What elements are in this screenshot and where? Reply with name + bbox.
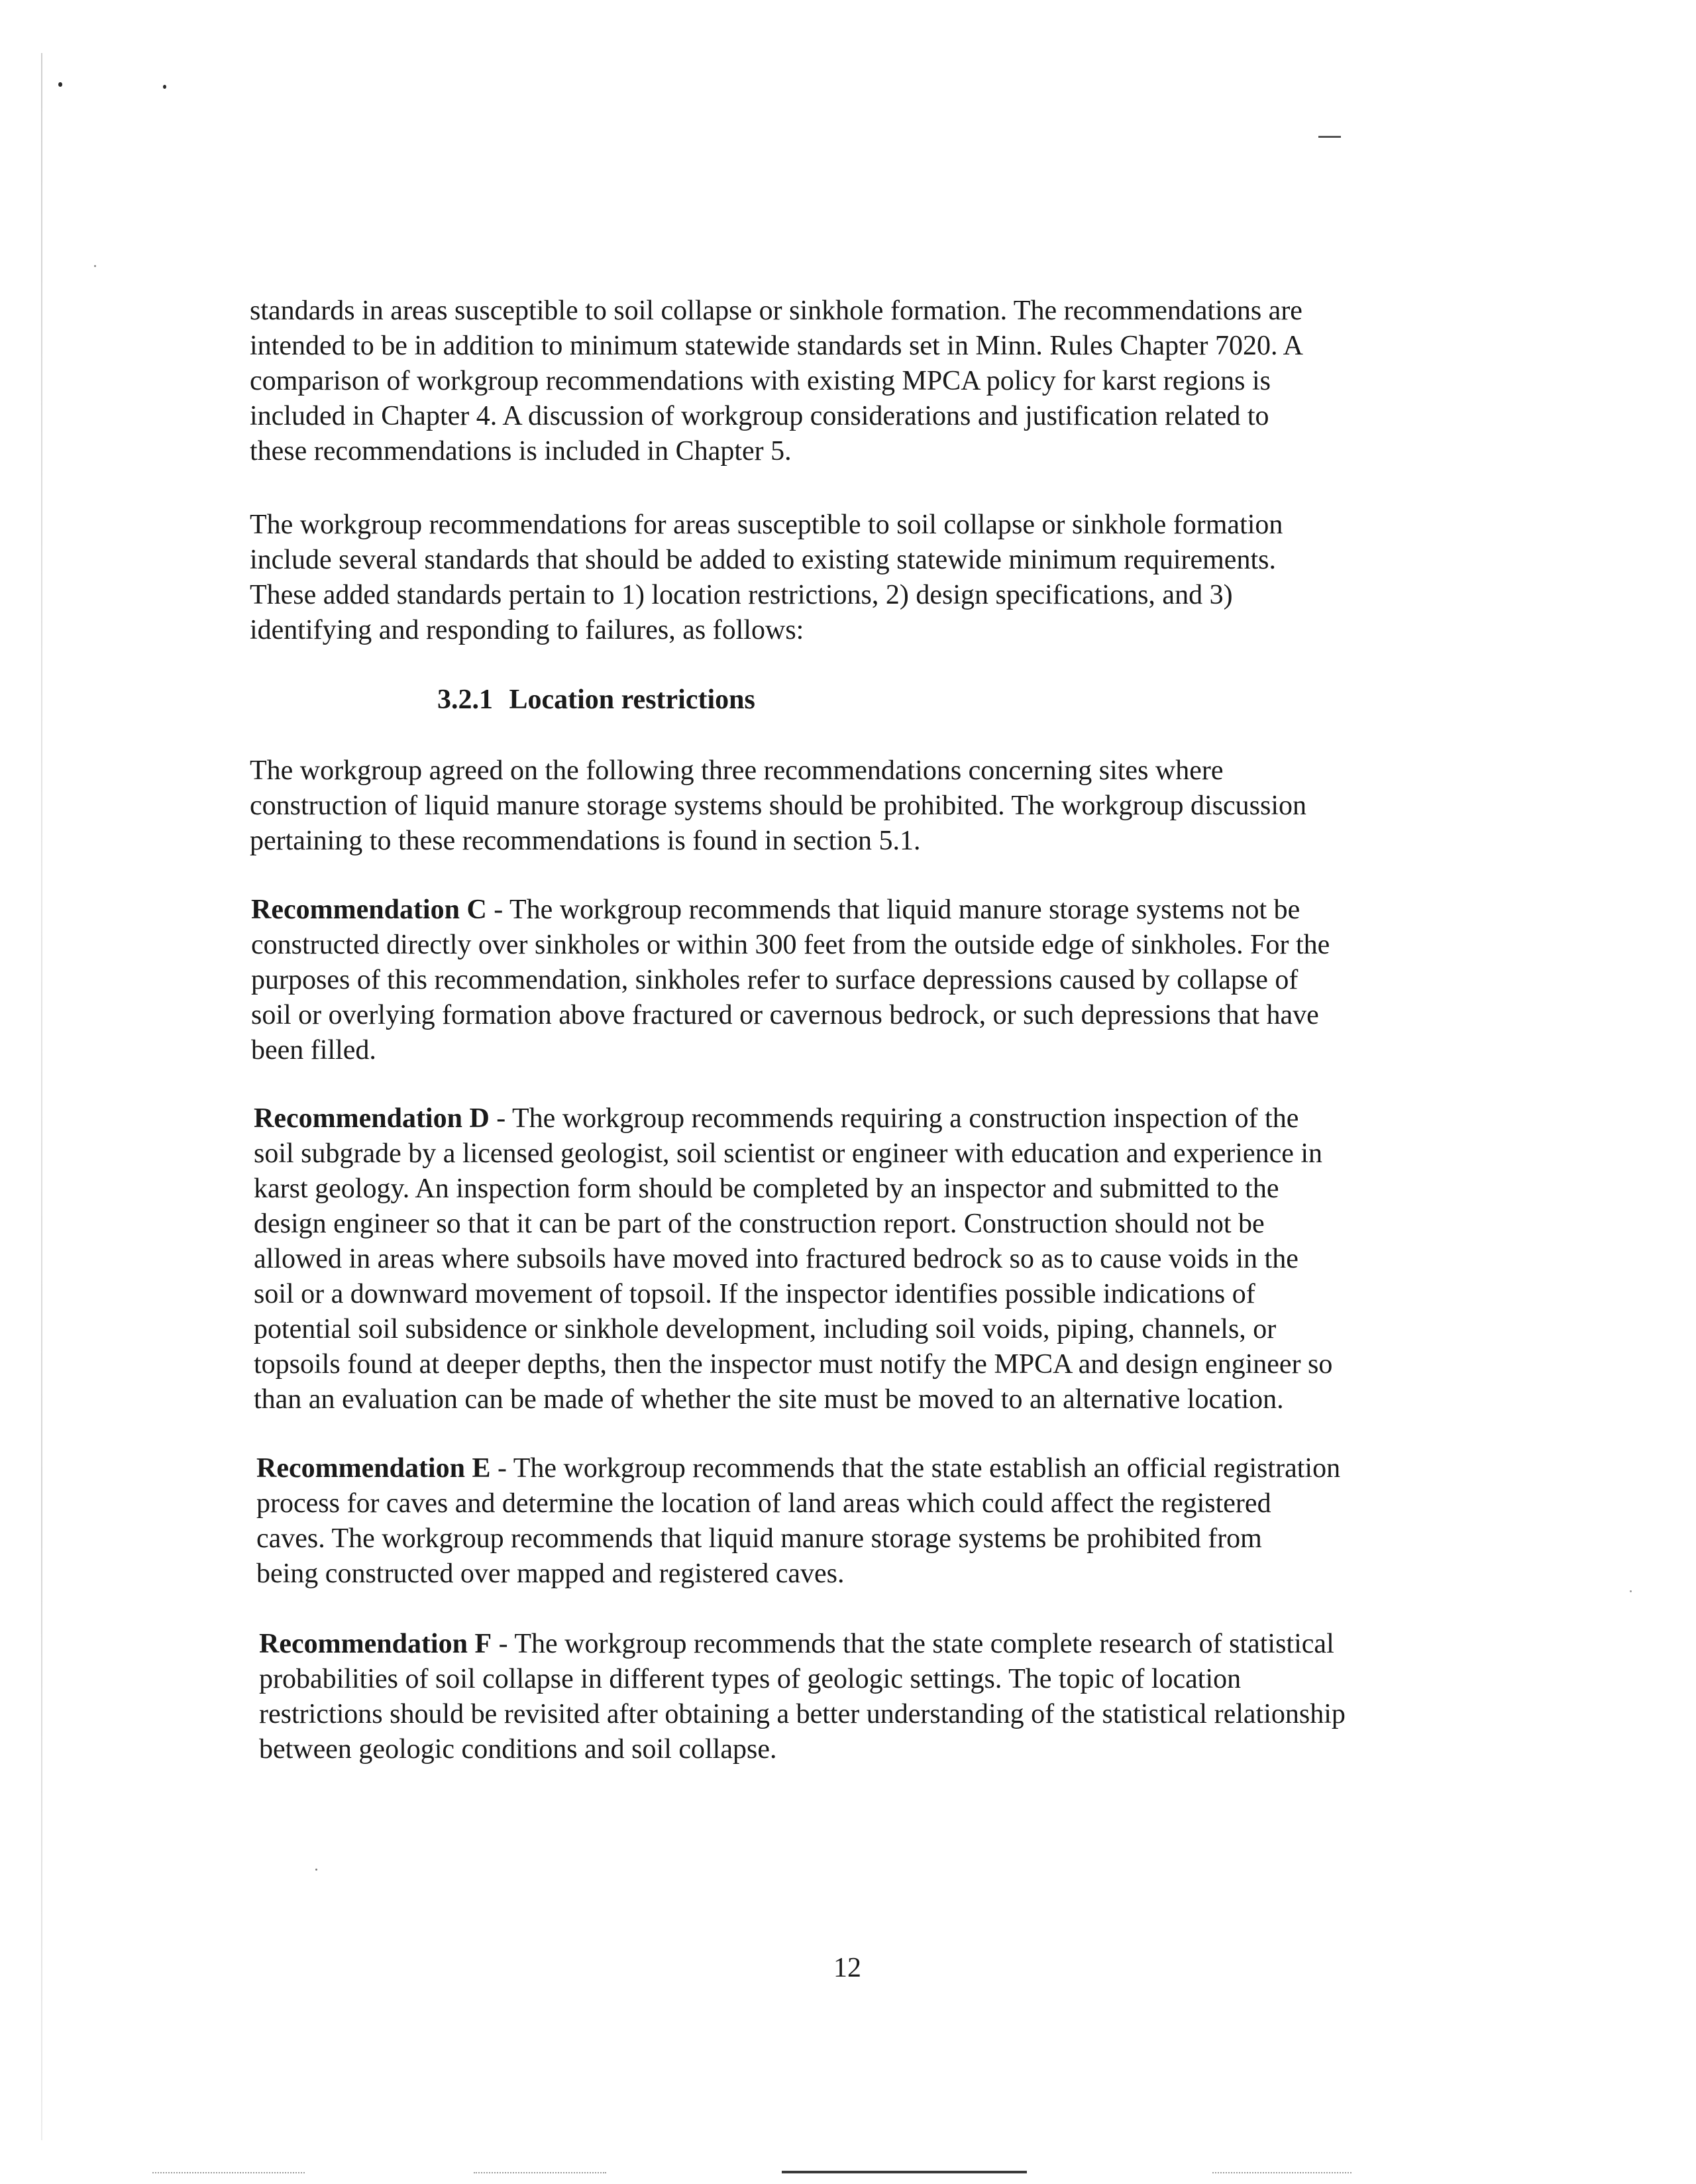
scan-bottom-artifact [474,2172,606,2175]
text-line [251,893,1330,928]
text-line [259,1627,1346,1662]
text-line: been filled. [251,1035,376,1065]
text-line: allowed in areas where subsoils have moved into fractured bedrock so as to cause voids in the [254,1244,1298,1274]
recommendation-e [256,1451,1340,1592]
scan-left-edge [41,53,42,2140]
scan-speck [1630,1590,1632,1592]
location-paragraph [250,753,1306,859]
text-line: soil or overlying formation above fractured or cavernous bedrock, or such depressions that have [251,1000,1319,1030]
recommendation-label: Recommendation F [259,1629,492,1659]
text-line: potential soil subsidence or sinkhole development, including soil voids, piping, channels, or [254,1314,1277,1344]
text-line: The workgroup recommendations for areas susceptible to soil collapse or sinkhole formation [250,510,1283,540]
text-line: intended to be in addition to minimum statewide standards set in Minn. Rules Chapter 7020. A [250,331,1303,361]
scan-speck [315,1869,317,1871]
page-number: 12 [833,1953,861,1983]
text-line: pertaining to these recommendations is found in section 5.1. [250,826,921,856]
recommendation-text: - The workgroup recommends that liquid manure storage systems not be [486,895,1300,925]
text-line: construction of liquid manure storage systems should be prohibited. The workgroup discussion [250,791,1306,821]
recommendation-text: - The workgroup recommends requiring a construction inspection of the [489,1103,1299,1134]
text-line: identifying and responding to failures, as follows: [250,615,804,645]
text-line [254,1101,1332,1136]
recommendation-label: Recommendation C [251,895,487,925]
text-line: karst geology. An inspection form should be completed by an inspector and submitted to the [254,1174,1279,1204]
text-line: process for caves and determine the location of land areas which could affect the registered [256,1488,1271,1519]
text-line: soil subgrade by a licensed geologist, soil scientist or engineer with education and experience in [254,1138,1323,1169]
text-line: standards in areas susceptible to soil collapse or sinkhole formation. The recommendations are [250,296,1302,326]
intro-paragraph [250,294,1303,469]
text-line: restrictions should be revisited after obtaining a better understanding of the statistical relationship [259,1699,1346,1729]
section-title: Location restrictions [509,684,755,715]
recommendation-text: - The workgroup recommends that the state complete research of statistical [492,1629,1334,1659]
text-line: topsoils found at deeper depths, then the inspector must notify the MPCA and design engineer so [254,1349,1333,1380]
text-line: design engineer so that it can be part of the construction report. Construction should not be [254,1209,1265,1239]
text-line: between geologic conditions and soil collapse. [259,1734,777,1765]
standards-paragraph [250,508,1283,648]
scan-bottom-artifact [782,2171,1027,2173]
recommendation-c [251,893,1330,1068]
text-line: than an evaluation can be made of whether the site must be moved to an alternative location. [254,1384,1284,1415]
text-line: probabilities of soil collapse in different types of geologic settings. The topic of location [259,1664,1242,1694]
text-line: soil or a downward movement of topsoil. If the inspector identifies possible indications of [254,1279,1255,1309]
text-line: These added standards pertain to 1) location restrictions, 2) design specifications, and 3) [250,580,1233,610]
text-line: purposes of this recommendation, sinkholes refer to surface depressions caused by collapse of [251,965,1298,995]
recommendation-label: Recommendation E [256,1453,491,1484]
recommendation-f [259,1627,1346,1767]
scan-speck [94,265,96,267]
text-line: constructed directly over sinkholes or within 300 feet from the outside edge of sinkholes. For the [251,930,1330,960]
text-line: include several standards that should be added to existing statewide minimum requirements. [250,545,1276,575]
text-line: included in Chapter 4. A discussion of workgroup considerations and justification related to [250,401,1269,431]
section-heading [437,682,755,718]
scan-speck [58,82,62,87]
text-line: The workgroup agreed on the following three recommendations concerning sites where [250,755,1224,786]
text-line: these recommendations is included in Chapter 5. [250,436,792,466]
text-line: comparison of workgroup recommendations with existing MPCA policy for karst regions is [250,366,1271,396]
scan-speck [163,85,166,89]
recommendation-label: Recommendation D [254,1103,490,1134]
recommendation-text: - The workgroup recommends that the state establish an official registration [490,1453,1341,1484]
scan-dash-mark [1318,136,1341,138]
text-line: being constructed over mapped and registered caves. [256,1558,845,1589]
section-number: 3.2.1 [437,684,493,715]
text-line: caves. The workgroup recommends that liquid manure storage systems be prohibited from [256,1523,1262,1554]
recommendation-d [254,1101,1332,1417]
text-line [256,1451,1340,1486]
scan-bottom-artifact [152,2172,305,2175]
scan-bottom-artifact [1212,2172,1352,2175]
